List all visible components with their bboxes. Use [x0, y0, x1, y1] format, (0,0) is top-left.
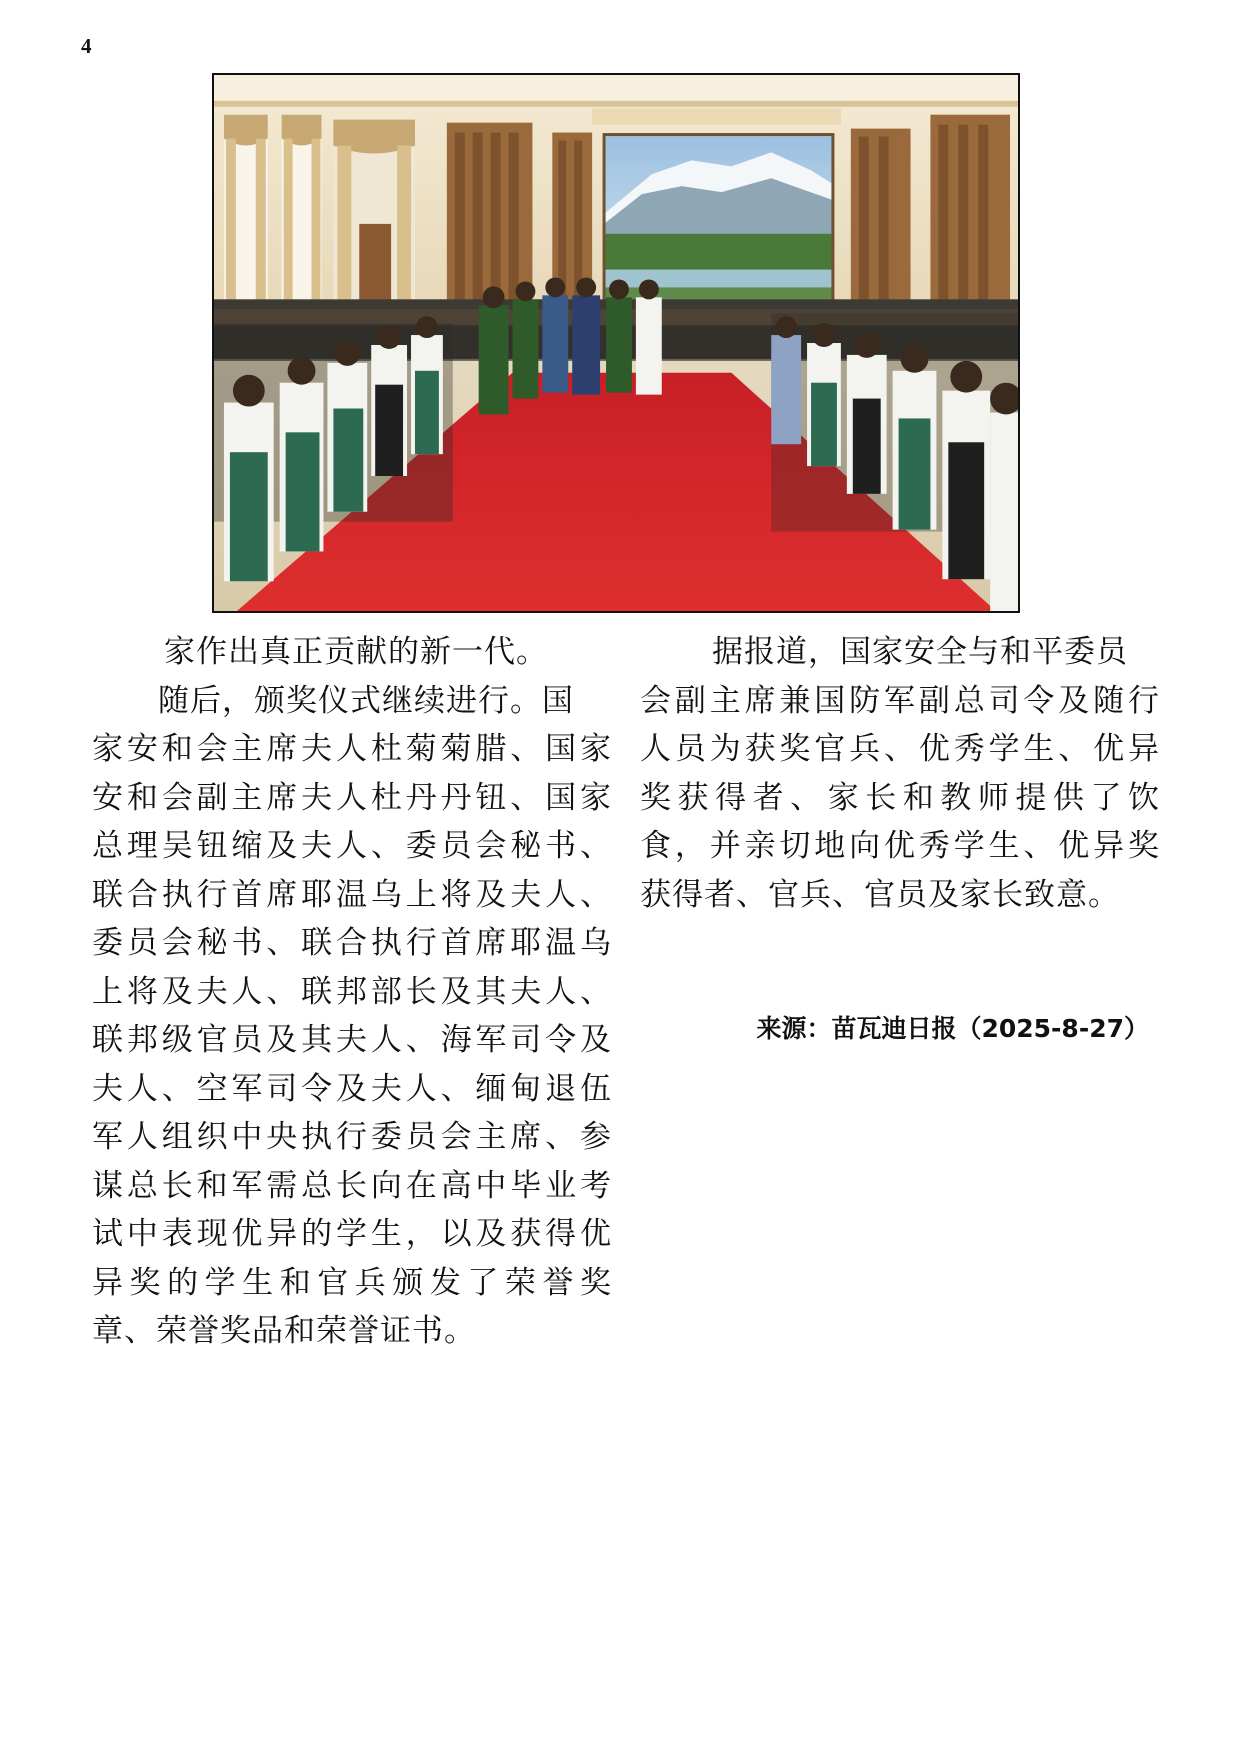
- article-left-column: [92, 628, 612, 1356]
- article-line: 安和会副主席夫人杜丹丹钮、国家: [92, 779, 612, 816]
- banquet-hall-scene: [214, 75, 1018, 611]
- article-line: 上将及夫人、联邦部长及其夫人、: [92, 973, 612, 1010]
- article-line: 夫人、空军司令及夫人、缅甸退伍: [92, 1070, 612, 1107]
- article-line: 家作出真正贡献的新一代。: [164, 634, 548, 670]
- article-line: 随后，颁奖仪式继续进行。国: [158, 682, 574, 719]
- article-line: 会副主席兼国防军副总司令及随行: [640, 682, 1160, 719]
- article-line: 试中表现优异的学生，以及获得优: [92, 1216, 612, 1252]
- article-line: 家安和会主席夫人杜菊菊腊、国家: [92, 731, 612, 767]
- article-line: 军人组织中央执行委员会主席、参: [92, 1119, 612, 1155]
- article-line: 人员为获奖官兵、优秀学生、优异: [640, 731, 1160, 767]
- landscape-mural: [604, 135, 833, 306]
- article-right-column: [640, 628, 1160, 919]
- article-line: 食，并亲切地向优秀学生、优异奖: [640, 828, 1160, 864]
- article-line: 获得者、官兵、官员及家长致意。: [640, 876, 1120, 913]
- article-source: 来源：苗瓦迪日报（2025-8-27）: [756, 1014, 1149, 1043]
- article-line: 章、荣誉奖品和荣誉证书。: [92, 1313, 476, 1349]
- left-windows: [224, 115, 415, 323]
- article-line: 联邦级官员及其夫人、海军司令及: [92, 1022, 612, 1058]
- article-line: 谋总长和军需总长向在高中毕业考: [92, 1167, 612, 1204]
- article-line: 异奖的学生和官兵颁发了荣誉奖: [92, 1264, 612, 1301]
- article-line: 联合执行首席耶温乌上将及夫人、: [92, 876, 612, 913]
- article-line: 据报道，国家安全与和平委员: [712, 634, 1128, 670]
- page-number: 4: [81, 34, 92, 58]
- article-line: 奖获得者、家长和教师提供了饮: [640, 779, 1160, 816]
- event-photo: [212, 73, 1020, 613]
- article-line: 委员会秘书、联合执行首席耶温乌: [92, 925, 612, 961]
- article-line: 总理吴钮缩及夫人、委员会秘书、: [92, 828, 612, 864]
